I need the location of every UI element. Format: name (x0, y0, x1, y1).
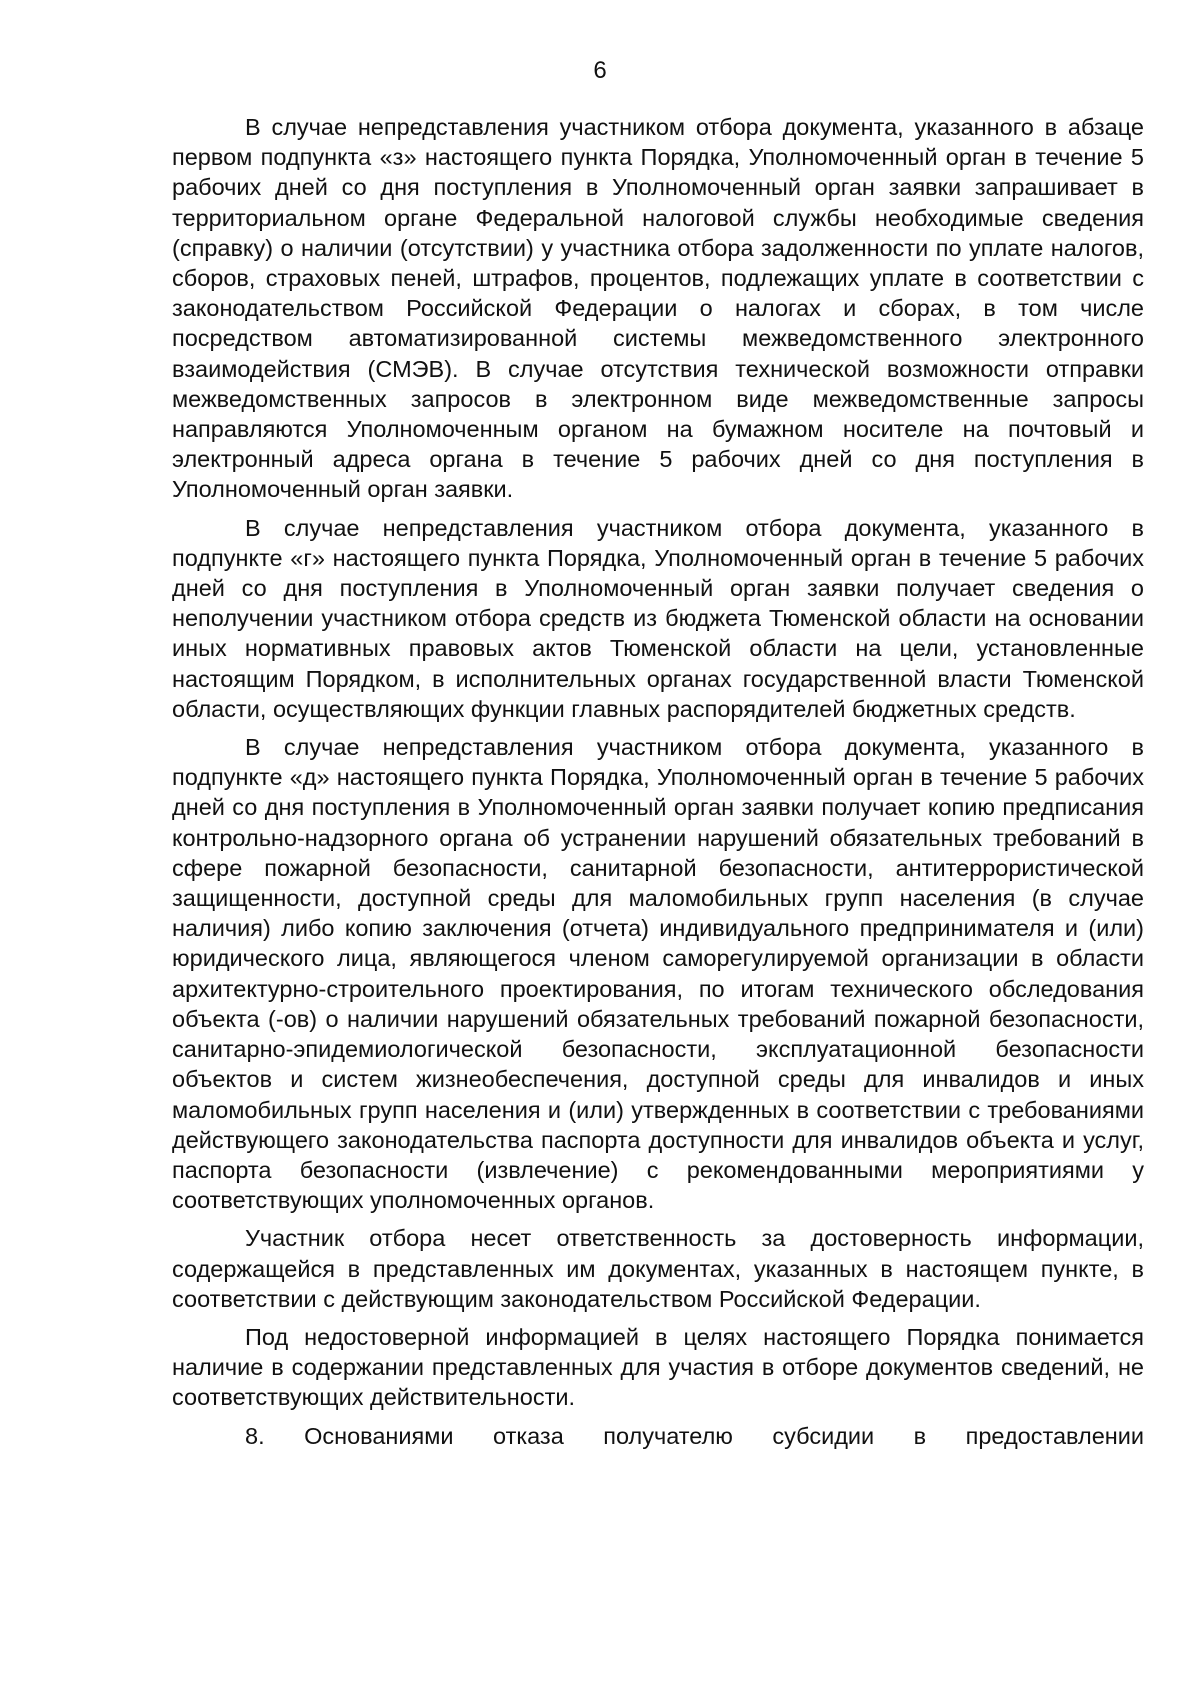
paragraph-tax-debt-request: В случае непредставления участником отбора документа, указанного в абзаце первом подпункта «з» настоящего пункта Порядка, Уполномоченный орган в течение 5 рабочих дней со дня поступления в Уполномоченный орган заявки запрашивает в территориальном органе Федеральной налоговой службы необходимые сведения (справку) о наличии (отсутствии) у участника отбора задолженности по уплате налогов, сборов, страховых пеней, штрафов, процентов, подлежащих уплате в соответствии с законодательством Российской Федерации о налогах и сборах, в том числе посредством автоматизированной системы межведомственного электронного взаимодействия (СМЭВ). В случае отсутствия технической возможности отправки межведомственных запросов в электронном виде межведомственные запросы направляются Уполномоченным органом на бумажном носителе на почтовый и электронный адреса органа в течение 5 рабочих дней со дня поступления в Уполномоченный орган заявки. (172, 114, 1144, 503)
paragraph-participant-responsibility: Участник отбора несет ответственность за достоверность информации, содержащейся в представленных им документах, указанных в настоящем пункте, в соответствии с действующим законодательством Российской Федерации. (172, 1225, 1144, 1312)
paragraph-false-information-definition: Под недостоверной информацией в целях настоящего Порядка понимается наличие в содержании представленных для участия в отборе документов сведений, не соответствующих действительности. (172, 1323, 1144, 1411)
paragraph-refusal-grounds: 8. Основаниями отказа получателю субсидии в предоставлении (245, 1422, 1144, 1449)
paragraph-inspection-documents: В случае непредставления участником отбора документа, указанного в подпункте «д» настоящего пункта Порядка, Уполномоченный орган в течение 5 рабочих дней со дня поступления в Уполномоченный орган заявки получает копию предписания контрольно-надзорного органа об устранении нарушений обязательных требований в сфере пожарной безопасности, санитарной безопасности, антитеррористической защищенности, доступной среды для маломобильных групп населения (в случае наличия) либо копию заключения (отчета) индивидуального предпринимателя и (или) юридического лица, являющегося членом саморегулируемой организации в области архитектурно-строительного проектирования, по итогам технического обследования объекта (-ов) о наличии нарушений обязательных требований пожарной безопасности, санитарно-эпидемиологической безопасности, эксплуатационной безопасности объектов и систем жизнеобеспечения, доступной среды для инвалидов и иных маломобильных групп населения и (или) утвержденных в соответствии с требованиями действующего законодательства паспорта доступности для инвалидов объекта и услуг, паспорта безопасности (извлечение) с рекомендованными мероприятиями у соответствующих уполномоченных органов. (172, 734, 1144, 1214)
document-body (172, 112, 1144, 1451)
paragraph-budget-funds-info: В случае непредставления участником отбора документа, указанного в подпункте «г» настоящего пункта Порядка, Уполномоченный орган в течение 5 рабочих дней со дня поступления в Уполномоченный орган заявки получает сведения о неполучении участником отбора средств из бюджета Тюменской области на основании иных нормативных правовых актов Тюменской области на цели, установленные настоящим Порядком, в исполнительных органах государственной власти Тюменской области, осуществляющих функции главных распорядителей бюджетных средств. (172, 514, 1144, 722)
page-number: 6 (593, 57, 607, 84)
